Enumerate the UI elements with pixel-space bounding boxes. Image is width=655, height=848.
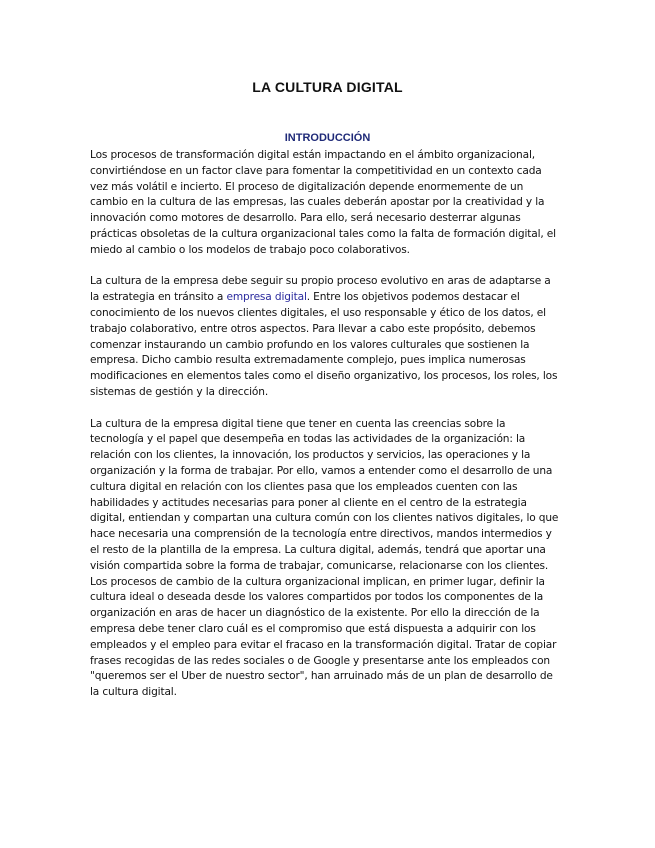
paragraph-2	[90, 274, 560, 400]
paragraph-spacer	[90, 401, 560, 417]
empresa-digital-link[interactable]: empresa digital	[226, 291, 307, 304]
paragraph-3: La cultura de la empresa digital tiene que tener en cuenta las creencias sobre la tecnología y el papel que desempeña en todas las actividades de la organización: la relación con los clientes, la innovación, los productos y servicios, las operaciones y la organización y la forma de trabajar. Por ello, vamos a entender como el desarrollo de una cultura digital en relación con los clientes pasa que los empleados cuenten con las habilidades y actitudes necesarias para poner al cliente en el centro de la estrategia digital, entiendan y compartan una cultura común con los clientes nativos digitales, lo que hace necesaria una comprensión de la tecnología entre directivos, mandos intermedios y el resto de la plantilla de la empresa. La cultura digital, además, tendrá que aportar una visión compartida sobre la forma de trabajar, comunicarse, relacionarse con los clientes.	[90, 417, 559, 572]
document-body	[90, 148, 560, 701]
paragraph-2-text-before: La cultura de la empresa debe seguir su propio proceso evolutivo en aras de adaptarse a la estrategia en tránsito a	[90, 275, 551, 304]
paragraph-2-text-after: . Entre los objetivos podemos destacar el conocimiento de los nuevos clientes digitales, el uso responsable y ético de los datos, el trabajo colaborativo, entre otros aspectos. Para llevar a cabo este propósito, debemos comenzar instaurando un cambio profundo en los valores culturales que sostienen la empresa. Dicho cambio resulta extremadamente complejo, pues implica numerosas modificaciones en elementos tales como el diseño organizativo, los procesos, los roles, los sistemas de gestión y la dirección.	[90, 291, 558, 398]
section-heading: INTRODUCCIÓN	[284, 132, 371, 144]
paragraph-1: Los procesos de transformación digital están impactando en el ámbito organizacional, convirtiéndose en un factor clave para fomentar la competitividad en un contexto cada vez más volátil e incierto. El proceso de digitalización depende enormemente de un cambio en la cultura de las empresas, las cuales deberán apostar por la creatividad y la innovación como motores de desarrollo. Para ello, será necesario desterrar algunas prácticas obsoletas de la cultura organizacional tales como la falta de formación digital, el miedo al cambio o los modelos de trabajo poco colaborativos.	[90, 149, 556, 256]
paragraph-4: Los procesos de cambio de la cultura organizacional implican, en primer lugar, definir la cultura ideal o deseada desde los valores compartidos por todos los componentes de la organización en aras de hacer un diagnóstico de la existente. Por ello la dirección de la empresa debe tener claro cuál es el compromiso que está dispuesta a adquirir con los empleados y el empleo para evitar el fracaso en la transformación digital. Tratar de copiar frases recogidas de las redes sociales o de Google y presentarse ante los empleados con "queremos ser el Uber de nuestro sector", han arruinado más de un plan de desarrollo de la cultura digital.	[90, 575, 557, 699]
paragraph-spacer	[90, 259, 560, 275]
document-title: LA CULTURA DIGITAL	[252, 79, 403, 95]
